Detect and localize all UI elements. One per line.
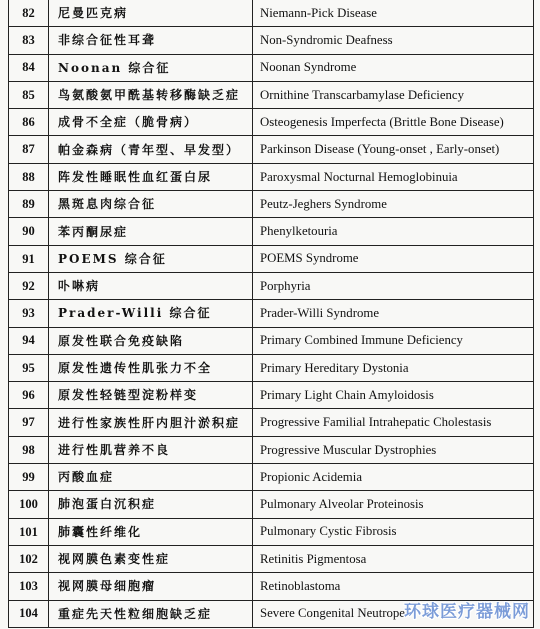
chinese-name: 阵发性睡眠性血红蛋白尿 [49,163,253,190]
table-row [9,573,534,600]
chinese-name: 肺泡蛋白沉积症 [49,491,253,518]
chinese-name: 黑斑息肉综合征 [49,191,253,218]
row-number: 85 [9,81,49,108]
chinese-name: 苯丙酮尿症 [49,218,253,245]
table-row [9,0,534,27]
row-number: 93 [9,300,49,327]
english-name: Osteogenesis Imperfecta (Brittle Bone Disease) [253,109,534,136]
row-number: 91 [9,245,49,272]
table-row [9,409,534,436]
english-name: POEMS Syndrome [253,245,534,272]
chinese-name: 鸟氨酸氨甲酰基转移酶缺乏症 [49,81,253,108]
chinese-name: 肺囊性纤维化 [49,518,253,545]
disease-table [8,0,534,628]
table-row [9,136,534,163]
english-name: Phenylketouria [253,218,534,245]
row-number: 82 [9,0,49,27]
english-name: Primary Combined Immune Deficiency [253,327,534,354]
english-name: Niemann-Pick Disease [253,0,534,27]
english-name: Progressive Familial Intrahepatic Cholestasis [253,409,534,436]
chinese-name: 原发性轻链型淀粉样变 [49,382,253,409]
english-name: Ornithine Transcarbamylase Deficiency [253,81,534,108]
english-name: Pulmonary Alveolar Proteinosis [253,491,534,518]
table-row [9,491,534,518]
row-number: 88 [9,163,49,190]
row-number: 83 [9,27,49,54]
row-number: 94 [9,327,49,354]
english-name: Paroxysmal Nocturnal Hemoglobinuia [253,163,534,190]
row-number: 92 [9,272,49,299]
english-name: Prader-Willi Syndrome [253,300,534,327]
table-row [9,327,534,354]
chinese-name: 原发性联合免疫缺陷 [49,327,253,354]
english-name: Primary Light Chain Amyloidosis [253,382,534,409]
table-row [9,218,534,245]
row-number: 97 [9,409,49,436]
table-row [9,518,534,545]
table-row [9,300,534,327]
table-row [9,27,534,54]
row-number: 102 [9,545,49,572]
row-number: 98 [9,436,49,463]
chinese-name: Noonan 综合征 [49,54,253,81]
row-number: 99 [9,464,49,491]
table-row [9,436,534,463]
row-number: 100 [9,491,49,518]
english-name: Porphyria [253,272,534,299]
row-number: 86 [9,109,49,136]
table-row [9,464,534,491]
english-name: Non-Syndromic Deafness [253,27,534,54]
chinese-name: POEMS 综合征 [49,245,253,272]
chinese-name: 视网膜母细胞瘤 [49,573,253,600]
table-row [9,245,534,272]
row-number: 104 [9,600,49,627]
table-row [9,163,534,190]
chinese-name: 成骨不全症（脆骨病） [49,109,253,136]
chinese-name: 尼曼匹克病 [49,0,253,27]
chinese-name: 重症先天性粒细胞缺乏症 [49,600,253,627]
table-row [9,545,534,572]
english-name: Parkinson Disease (Young-onset , Early-onset) [253,136,534,163]
table-row [9,382,534,409]
chinese-name: 卟啉病 [49,272,253,299]
table-row [9,81,534,108]
chinese-name: 非综合征性耳聋 [49,27,253,54]
row-number: 103 [9,573,49,600]
chinese-name: 丙酸血症 [49,464,253,491]
table-row [9,191,534,218]
english-name: Retinitis Pigmentosa [253,545,534,572]
watermark: 环球医疗器械网 [404,602,530,622]
chinese-name: 视网膜色素变性症 [49,545,253,572]
english-name: Primary Hereditary Dystonia [253,354,534,381]
chinese-name: 进行性肌营养不良 [49,436,253,463]
chinese-name: 原发性遗传性肌张力不全 [49,354,253,381]
table-row [9,54,534,81]
english-name: Propionic Acidemia [253,464,534,491]
english-name: Severe Congenital Neutrope [253,600,534,627]
english-name: Progressive Muscular Dystrophies [253,436,534,463]
row-number: 101 [9,518,49,545]
table-row [9,600,534,627]
row-number: 96 [9,382,49,409]
table-row [9,272,534,299]
row-number: 90 [9,218,49,245]
english-name: Retinoblastoma [253,573,534,600]
row-number: 87 [9,136,49,163]
english-name: Peutz-Jeghers Syndrome [253,191,534,218]
table-row [9,354,534,381]
chinese-name: Prader-Willi 综合征 [49,300,253,327]
row-number: 95 [9,354,49,381]
row-number: 84 [9,54,49,81]
english-name: Pulmonary Cystic Fibrosis [253,518,534,545]
row-number: 89 [9,191,49,218]
english-name: Noonan Syndrome [253,54,534,81]
table-row [9,109,534,136]
chinese-name: 进行性家族性肝内胆汁淤积症 [49,409,253,436]
chinese-name: 帕金森病（青年型、早发型） [49,136,253,163]
